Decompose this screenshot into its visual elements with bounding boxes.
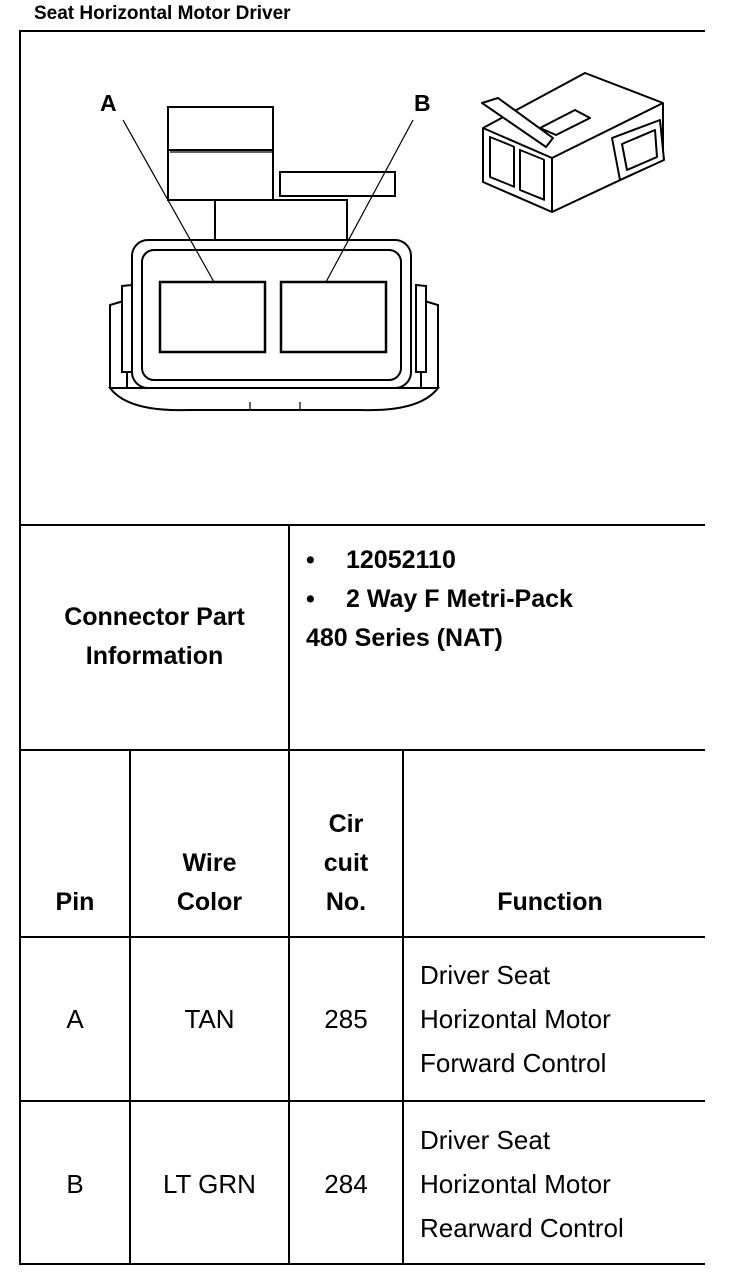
connector-type: 2 Way F Metri-Pack xyxy=(346,585,573,613)
row-a-function: Driver Seat Horizontal Motor Forward Control xyxy=(420,960,611,1078)
part-number: 12052110 xyxy=(346,546,456,574)
row-a-circuit: 285 xyxy=(324,1004,368,1034)
connector-series: 480 Series (NAT) xyxy=(306,624,503,652)
connector-info-label-line1: Connector Part xyxy=(64,602,245,631)
header-function: Function xyxy=(497,888,603,916)
connector-info-label xyxy=(21,526,288,749)
connector-info-label-line2: Information xyxy=(85,641,224,670)
row-a-pin: A xyxy=(66,1004,84,1034)
pin-b-callout: B xyxy=(414,90,431,116)
connector-face-diagram xyxy=(0,0,736,520)
row-b-pin: B xyxy=(66,1168,84,1199)
connector-info-details xyxy=(306,541,696,658)
pin-a-callout: A xyxy=(100,90,117,116)
connector-type-line xyxy=(306,580,696,619)
page-title: Seat Horizontal Motor Driver xyxy=(34,3,291,24)
row-b-function: Driver Seat Horizontal Motor Rearward Control xyxy=(420,1124,624,1243)
part-number-line xyxy=(306,541,696,580)
header-pin: Pin xyxy=(55,888,95,916)
header-wire-color: Wire Color xyxy=(176,849,243,916)
row-b-wire-color: LT GRN xyxy=(163,1168,256,1199)
bullet-icon: • xyxy=(306,585,315,613)
row-b-circuit: 284 xyxy=(324,1168,368,1199)
bullet-icon: • xyxy=(306,546,315,574)
header-circuit-number: Cir cuit No. xyxy=(323,810,369,916)
row-a-wire-color: TAN xyxy=(184,1004,235,1034)
